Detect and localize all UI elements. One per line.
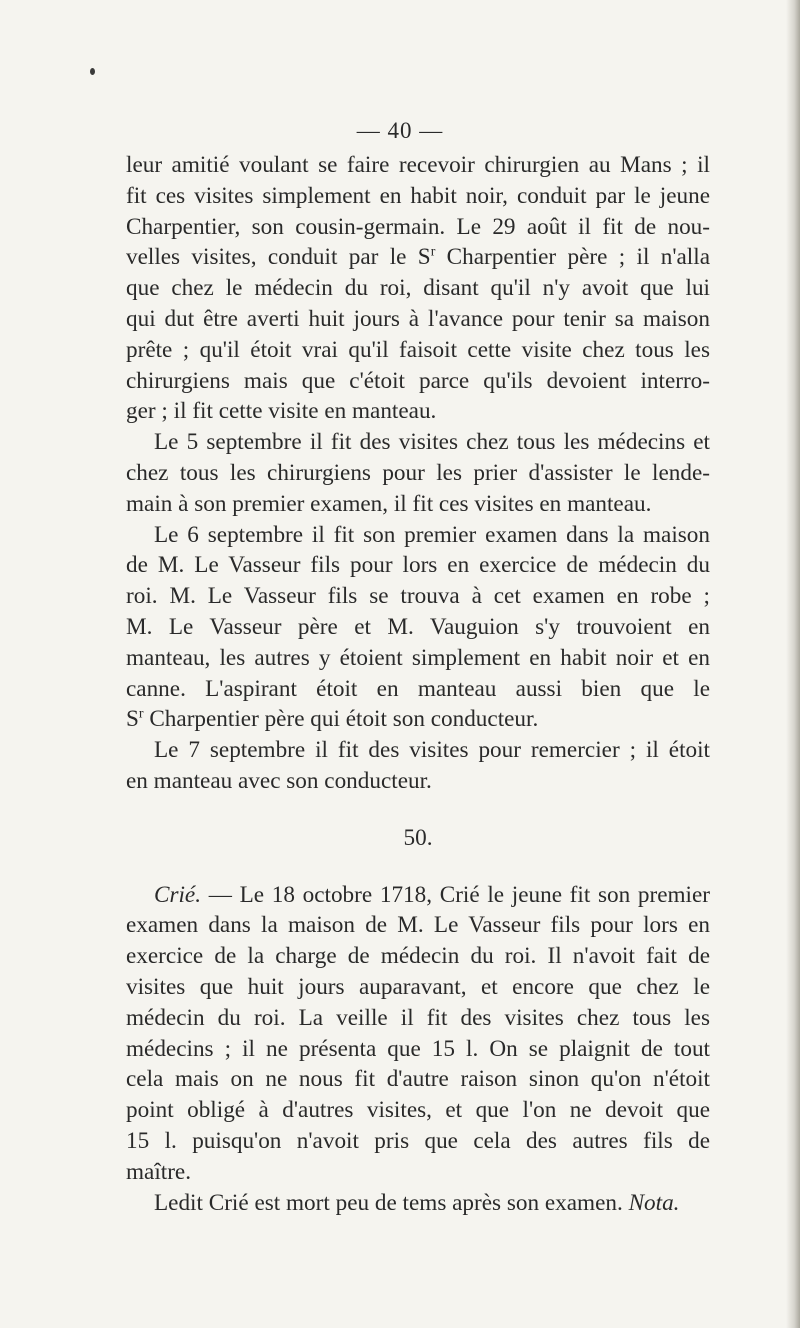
text-line: fit ces visites simplement en habit noir, conduit par le jeune: [126, 182, 710, 209]
text-line: leur amitié voulant se faire recevoir chirurgien au Mans ; il: [126, 152, 710, 178]
text-line: manteau, les autres y étoient simplement en habit noir et en: [126, 644, 710, 671]
paragraph-1: [126, 150, 710, 427]
body-text: [126, 150, 710, 1218]
entry-name: Crié.: [154, 881, 202, 908]
page-edge-shadow: [786, 0, 800, 1328]
text-line: roi. M. Le Vasseur fils se trouva à cet examen en robe ;: [126, 583, 710, 610]
text-line: exercice de la charge de médecin du roi. Il n'avoit fait de: [126, 943, 710, 970]
text-line: Le 7 septembre il fit des visites pour remercier ; il étoit: [154, 737, 710, 764]
text-line: 15 l. puisqu'on n'avoit pris que cela des autres fils de: [126, 1127, 710, 1154]
nota-label: Nota.: [628, 1189, 680, 1216]
text-line: qui dut être averti huit jours à l'avance pour tenir sa maison: [126, 305, 710, 332]
text-fragment: Charpentier père ; il n'alla: [435, 244, 710, 271]
paragraph-4: [126, 735, 710, 797]
text-fragment: velles visites, conduit par le: [126, 244, 418, 271]
text-line: Le 5 septembre il fit des visites chez tous les médecins et: [154, 429, 710, 456]
abbrev-sieur: S: [417, 244, 431, 271]
text-line: que chez le médecin du roi, disant qu'il n'y avoit que lui: [126, 275, 710, 302]
text-line: maître.: [126, 1158, 192, 1185]
text-line: chirurgiens mais que c'étoit parce qu'ils devoient interro-: [126, 367, 710, 394]
text-line: point obligé à d'autres visites, et que l'on ne devoit que: [126, 1097, 710, 1124]
text-line: médecin du roi. La veille il fit des visites chez tous les: [126, 1004, 710, 1031]
text-line: Charpentier, son cousin-germain. Le 29 août il fit de nou-: [126, 213, 710, 240]
abbrev-superscript: r: [430, 245, 436, 261]
text-line: ger ; il fit cette visite en manteau.: [126, 398, 437, 425]
text-line: Le 6 septembre il fit son premier examen dans la maison: [154, 521, 710, 548]
text-line: médecins ; il ne présenta que 15 l. On se plaignit de tout: [126, 1035, 710, 1062]
page-number: — 40 —: [356, 118, 444, 143]
paragraph-2: [126, 427, 710, 519]
text-line: main à son premier examen, il fit ces visites en manteau.: [126, 490, 652, 517]
paragraph-6: [126, 1188, 710, 1219]
text-line: cela mais on ne nous fit d'autre raison sinon qu'on n'étoit: [126, 1066, 710, 1093]
ink-speck: [90, 68, 95, 75]
text-line: chez tous les chirurgiens pour les prier d'assister le lende-: [126, 459, 710, 486]
text-line: de M. Le Vasseur fils pour lors en exercice de médecin du: [126, 552, 710, 579]
text-line: en manteau avec son conducteur.: [126, 767, 432, 794]
text-line-with-superscript: [126, 242, 710, 273]
text-line: [126, 1188, 710, 1219]
text-line-with-superscript: [126, 704, 710, 735]
text-line: visites que huit jours auparavant, et encore que chez le: [126, 973, 710, 1000]
text-line: canne. L'aspirant étoit en manteau aussi bien que le: [126, 675, 710, 702]
text-fragment: Charpentier père qui étoit son conducteur.: [143, 706, 539, 733]
paragraph-5: [126, 880, 710, 1188]
text-line: examen dans la maison de M. Le Vasseur fils pour lors en: [126, 912, 710, 939]
text-line-with-name: [126, 880, 710, 911]
text-line: M. Le Vasseur père et M. Vauguion s'y trouvoient en: [126, 613, 710, 640]
paragraph-3: [126, 520, 710, 736]
text-line: prête ; qu'il étoit vrai qu'il faisoit cette visite chez tous les: [126, 336, 710, 363]
text-fragment: Ledit Crié est mort peu de tems après son examen.: [154, 1189, 629, 1216]
abbrev-sieur: S: [126, 706, 139, 733]
section-number: 50.: [403, 824, 433, 851]
text-fragment: — Le 18 octobre 1718, Crié le jeune fit son premier: [201, 881, 710, 908]
abbrev-superscript: r: [138, 707, 144, 722]
